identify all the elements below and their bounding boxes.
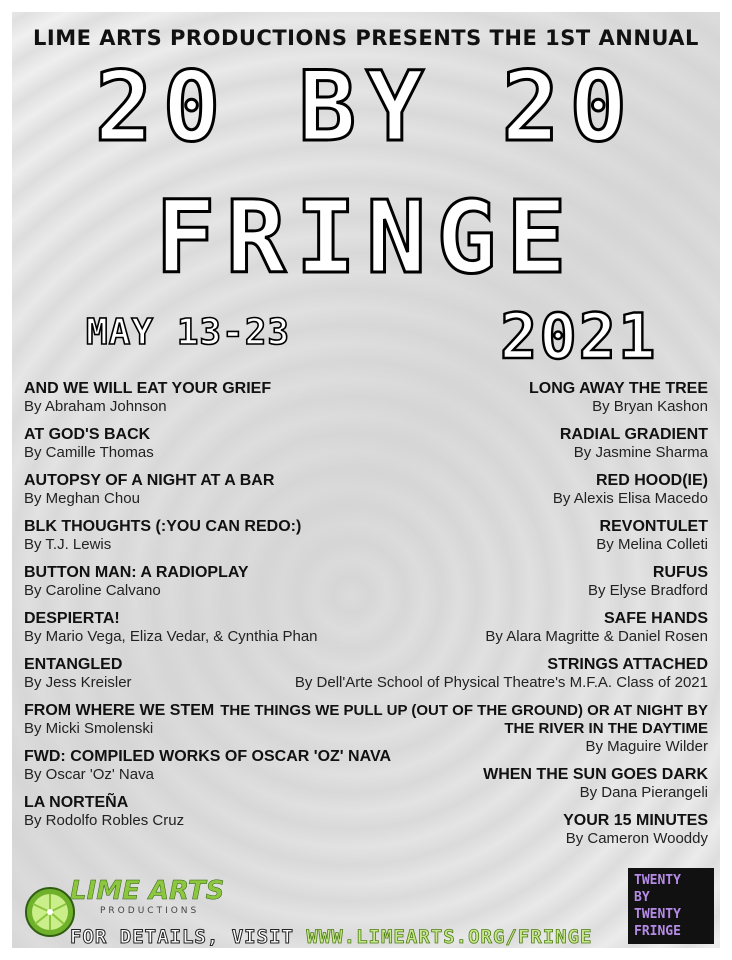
show-title: BLK THOUGHTS (:YOU CAN REDO:) (24, 518, 302, 535)
show-title: THE THINGS WE PULL UP (OUT OF THE GROUND) OR AT NIGHT BY THE RIVER IN THE DAYTIME (220, 702, 708, 737)
show-author: By Elyse Bradford (587, 582, 708, 599)
show-entry (208, 702, 708, 756)
badge-line-2: BY (634, 890, 650, 905)
show-title: ENTANGLED (24, 656, 123, 673)
show-entry (208, 380, 708, 416)
show-entry (208, 472, 708, 508)
badge-line (634, 872, 708, 889)
show-title: AUTOPSY OF A NIGHT AT A BAR (24, 472, 275, 489)
show-author: By Maguire Wilder (585, 738, 708, 755)
show-author: By Cameron Wooddy (565, 830, 708, 847)
show-entry (208, 656, 708, 692)
show-title: DESPIERTA! (24, 610, 120, 627)
show-author: By Rodolfo Robles Cruz (24, 812, 185, 829)
show-author: By Dana Pierangeli (579, 784, 708, 801)
show-title: RED HOOD(IE) (596, 472, 708, 489)
show-title: LA NORTEÑA (24, 794, 129, 811)
event-title-line1: 20 BY 20 (94, 51, 638, 163)
show-author: By Jasmine Sharma (573, 444, 708, 461)
badge-line-3: TWENTY (634, 907, 681, 922)
show-title: RUFUS (652, 564, 708, 581)
show-author: By T.J. Lewis (24, 536, 112, 553)
badge-line (634, 923, 708, 940)
show-author: By Caroline Calvano (24, 582, 161, 599)
show-title: RADIAL GRADIENT (559, 426, 708, 443)
show-list-right (208, 380, 708, 858)
website-link[interactable]: WWW.LIMEARTS.ORG/FRINGE (306, 926, 593, 948)
twenty-by-twenty-badge (628, 868, 714, 944)
show-author: By Melina Colleti (596, 536, 708, 553)
show-title: WHEN THE SUN GOES DARK (483, 766, 708, 783)
show-author: By Micki Smolenski (24, 720, 154, 737)
show-title: FWD: COMPILED WORKS OF OSCAR 'OZ' NAVA (24, 748, 391, 765)
show-title: SAFE HANDS (603, 610, 708, 627)
show-author: By Bryan Kashon (592, 398, 708, 415)
show-author: By Camille Thomas (24, 444, 154, 461)
badge-line (634, 906, 708, 923)
show-entry (208, 766, 708, 802)
badge-line-1: TWENTY (634, 873, 681, 888)
show-entry (208, 610, 708, 646)
show-author: By Abraham Johnson (24, 398, 167, 415)
badge-line (634, 889, 708, 906)
show-title: REVONTULET (599, 518, 708, 535)
show-author: By Jess Kreisler (24, 674, 132, 691)
show-entry (208, 426, 708, 462)
show-author: By Oscar 'Oz' Nava (24, 766, 154, 783)
event-title-line2: FRINGE (155, 179, 577, 296)
show-title: YOUR 15 MINUTES (563, 812, 708, 829)
lime-arts-logo-subtext: PRODUCTIONS (100, 906, 200, 916)
presents-heading: LIME ARTS PRODUCTIONS PRESENTS THE 1ST ANNUAL (33, 26, 699, 50)
show-entry (208, 518, 708, 554)
details-line (70, 926, 592, 948)
show-entry (208, 564, 708, 600)
show-title: AT GOD'S BACK (24, 426, 151, 443)
show-title: BUTTON MAN: A RADIOPLAY (24, 564, 249, 581)
show-entry (208, 812, 708, 848)
show-title: FROM WHERE WE STEM (24, 702, 215, 719)
show-title: STRINGS ATTACHED (547, 656, 708, 673)
show-title: LONG AWAY THE TREE (529, 380, 708, 397)
event-year: 2021 (500, 300, 658, 373)
show-title: AND WE WILL EAT YOUR GRIEF (24, 380, 272, 397)
show-author: By Alexis Elisa Macedo (552, 490, 708, 507)
show-author: By Mario Vega, Eliza Vedar, & Cynthia Phan (24, 628, 318, 645)
show-author: By Dell'Arte School of Physical Theatre's M.F.A. Class of 2021 (294, 674, 708, 691)
badge-line-4: FRINGE (634, 924, 681, 939)
details-label: FOR DETAILS, VISIT (70, 926, 294, 948)
lime-arts-logo-text: LIME ARTS (70, 876, 225, 906)
show-author: By Alara Magritte & Daniel Rosen (485, 628, 708, 645)
event-dates: MAY 13-23 (86, 312, 291, 353)
show-author: By Meghan Chou (24, 490, 140, 507)
